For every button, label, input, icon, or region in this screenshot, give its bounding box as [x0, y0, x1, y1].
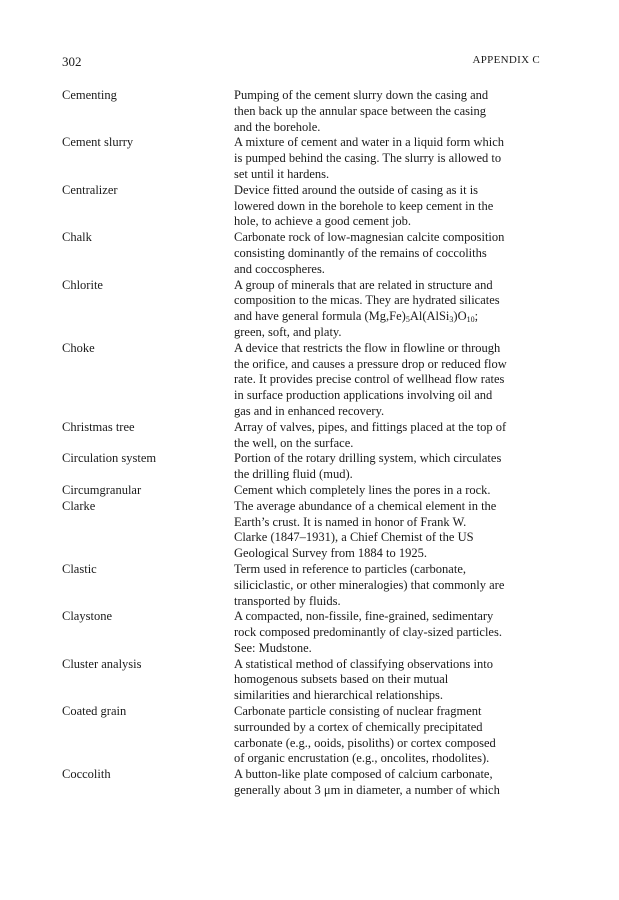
- definition-line: A button-like plate composed of calcium carbonate,: [234, 767, 493, 782]
- glossary-definition: [234, 483, 542, 499]
- glossary-entry: [62, 609, 542, 656]
- definition-line: green, soft, and platy.: [234, 324, 342, 339]
- glossary-term: Choke: [62, 340, 95, 355]
- glossary-entry: [62, 88, 542, 135]
- glossary-term: Coccolith: [62, 767, 111, 782]
- glossary-definition: [234, 135, 542, 182]
- glossary-term: Centralizer: [62, 182, 118, 197]
- definition-line: generally about 3 μm in diameter, a number of which: [234, 783, 500, 798]
- definition-line: The average abundance of a chemical element in the: [234, 498, 497, 513]
- glossary-term: Cluster analysis: [62, 656, 142, 671]
- glossary-definition: [234, 704, 542, 767]
- glossary-definition: [234, 657, 542, 704]
- definition-line: consisting dominantly of the remains of coccoliths: [234, 245, 487, 260]
- definition-line: A statistical method of classifying observations into: [234, 656, 493, 671]
- glossary-entry: [62, 230, 542, 277]
- definition-line-formula: and have general formula $(Mg,Fe)_5Al(AlSi_3)O_{10}$;: [234, 309, 479, 325]
- glossary-definition: [234, 420, 542, 452]
- definition-line: Clarke (1847–1931), a Chief Chemist of the US: [234, 530, 474, 545]
- glossary-list: [62, 88, 542, 799]
- glossary-term: Christmas tree: [62, 419, 135, 434]
- page-header: [62, 54, 540, 70]
- definition-line: Earth’s crust. It is named in honor of Frank W.: [234, 514, 467, 529]
- definition-line: in surface production applications involving oil and: [234, 388, 493, 403]
- definition-line: Portion of the rotary drilling system, which circulates: [234, 451, 502, 466]
- definition-line: Pumping of the cement slurry down the casing and: [234, 88, 489, 102]
- definition-line: hole, to achieve a good cement job.: [234, 214, 412, 229]
- definition-line: and coccospheres.: [234, 261, 325, 276]
- glossary-entry: [62, 562, 542, 609]
- glossary-term: Circumgranular: [62, 482, 142, 497]
- definition-line: composition to the micas. They are hydrated silicates: [234, 293, 500, 308]
- glossary-entry: [62, 183, 542, 230]
- page-number: 302: [62, 54, 82, 69]
- definition-line: then back up the annular space between the casing: [234, 103, 486, 118]
- glossary-definition: [234, 451, 542, 483]
- definition-line: Array of valves, pipes, and fittings placed at the top of: [234, 419, 507, 434]
- definition-line: homogenous subsets based on their mutual: [234, 672, 449, 687]
- definition-line: set until it hardens.: [234, 166, 330, 181]
- definition-line: siliciclastic, or other mineralogies) that commonly are: [234, 577, 505, 592]
- glossary-term: Clarke: [62, 498, 96, 513]
- definition-line: carbonate (e.g., ooids, pisoliths) or cortex composed: [234, 735, 496, 750]
- definition-line: and the borehole.: [234, 119, 321, 134]
- definition-line: Cement which completely lines the pores in a rock.: [234, 482, 491, 497]
- glossary-definition: [234, 278, 542, 341]
- definition-line: Carbonate rock of low-magnesian calcite composition: [234, 230, 505, 245]
- glossary-term: Clastic: [62, 561, 97, 576]
- definition-line: A group of minerals that are related in structure and: [234, 277, 493, 292]
- glossary-entry: [62, 499, 542, 562]
- glossary-definition: [234, 183, 542, 230]
- definition-line: rate. It provides precise control of wellhead flow rates: [234, 372, 505, 387]
- glossary-entry: [62, 483, 542, 499]
- glossary-entry: [62, 704, 542, 767]
- glossary-definition: [234, 499, 542, 562]
- definition-line: Carbonate particle consisting of nuclear fragment: [234, 704, 482, 719]
- glossary-term: Cement slurry: [62, 135, 134, 150]
- glossary-entry: [62, 767, 542, 799]
- glossary-entry: [62, 451, 542, 483]
- glossary-entry: [62, 341, 542, 420]
- glossary-term: Coated grain: [62, 704, 127, 719]
- definition-line: Term used in reference to particles (carbonate,: [234, 561, 466, 576]
- glossary-definition: [234, 341, 542, 420]
- definition-line: lowered down in the borehole to keep cement in the: [234, 198, 494, 213]
- glossary-definition: [234, 88, 542, 135]
- glossary-definition: [234, 562, 542, 609]
- glossary-entry: [62, 657, 542, 704]
- glossary-term: Chlorite: [62, 277, 103, 292]
- glossary-term: Claystone: [62, 609, 112, 624]
- definition-line: gas and in enhanced recovery.: [234, 403, 385, 418]
- definition-line: A mixture of cement and water in a liquid form which: [234, 135, 505, 150]
- definition-line: the well, on the surface.: [234, 435, 354, 450]
- definition-line: Device fitted around the outside of casing as it is: [234, 182, 479, 197]
- glossary-entry: [62, 278, 542, 341]
- glossary-definition: [234, 609, 542, 656]
- definition-line: Geological Survey from 1884 to 1925.: [234, 546, 428, 561]
- definition-line: See: Mudstone.: [234, 640, 312, 655]
- glossary-entry: [62, 135, 542, 182]
- glossary-entry: [62, 420, 542, 452]
- definition-line: A device that restricts the flow in flowline or through: [234, 340, 501, 355]
- running-head: APPENDIX C: [472, 54, 540, 66]
- definition-line: transported by fluids.: [234, 593, 341, 608]
- definition-line: of organic encrustation (e.g., oncolites, rhodolites).: [234, 751, 490, 766]
- definition-line: the drilling fluid (mud).: [234, 467, 353, 482]
- glossary-definition: [234, 230, 542, 277]
- definition-line: A compacted, non-fissile, fine-grained, sedimentary: [234, 609, 494, 624]
- glossary-term: Circulation system: [62, 451, 157, 466]
- definition-line: similarities and hierarchical relationships.: [234, 688, 443, 703]
- glossary-term: Cementing: [62, 88, 117, 102]
- definition-line: surrounded by a cortex of chemically precipitated: [234, 719, 483, 734]
- definition-line: is pumped behind the casing. The slurry is allowed to: [234, 151, 502, 166]
- glossary-term: Chalk: [62, 230, 92, 245]
- definition-line: rock composed predominantly of clay-sized particles.: [234, 625, 502, 640]
- glossary-definition: [234, 767, 542, 799]
- definition-line: the orifice, and causes a pressure drop or reduced flow: [234, 356, 507, 371]
